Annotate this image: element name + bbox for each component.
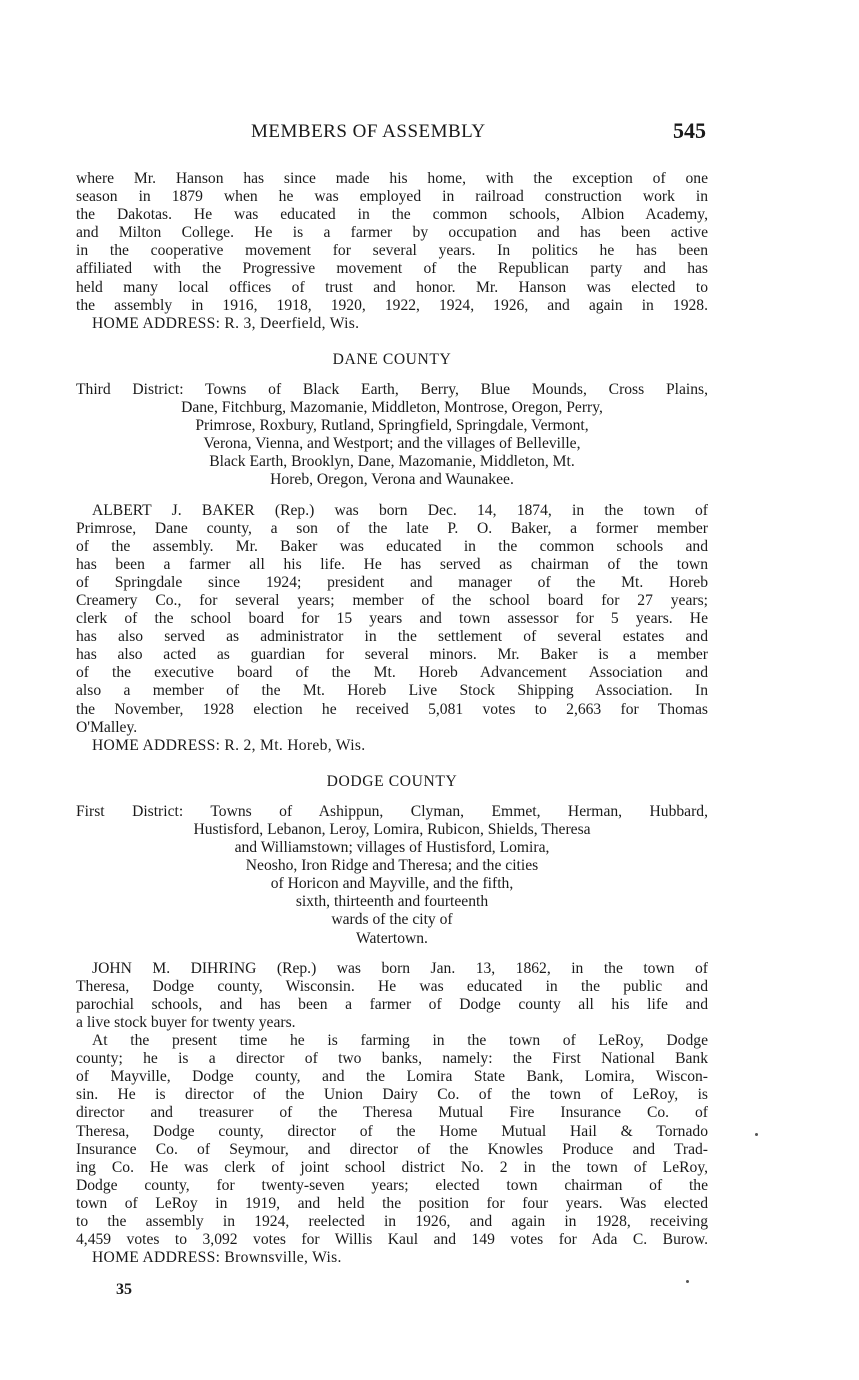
text-line: has also acted as guardian for several minors. Mr. Baker is a member: [76, 646, 708, 664]
home-address: HOME ADDRESS: Brownsville, Wis.: [92, 1249, 342, 1267]
district-line: Black Earth, Brooklyn, Dane, Mazomanie, Middleton, Mt.: [209, 453, 575, 471]
text-line: has been a farmer all his life. He has served as chairman of the town: [76, 555, 708, 573]
text-line: season in 1879 when he was employed in railroad construction work in: [76, 188, 708, 206]
text-line: county; he is a director of two banks, namely: the First National Bank: [76, 1050, 708, 1068]
text-line: affiliated with the Progressive movement of the Republican party and has: [76, 260, 708, 278]
text-line: JOHN M. DIHRING (Rep.) was born Jan. 13, 1862, in the town of: [92, 959, 708, 977]
speck-mark: [755, 1133, 758, 1136]
page-number: 545: [673, 118, 706, 143]
dihring-biography: [76, 960, 708, 1268]
text-line: the assembly in 1916, 1918, 1920, 1922, 1924, 1926, and again in 1928.: [76, 296, 708, 314]
home-address: HOME ADDRESS: R. 3, Deerfield, Wis.: [92, 314, 360, 332]
text-line: O'Malley.: [76, 718, 138, 736]
text-line: Insurance Co. of Seymour, and director of the Knowles Produce and Trad-: [76, 1140, 708, 1158]
text-line: held many local offices of trust and honor. Mr. Hanson was elected to: [76, 278, 708, 296]
text-line: of the executive board of the Mt. Horeb Advancement Association and: [76, 664, 708, 682]
text-line: 4,459 votes to 3,092 votes for Willis Kaul and 149 votes for Ada C. Burow.: [76, 1231, 708, 1249]
text-line: At the present time he is farming in the town of LeRoy, Dodge: [92, 1032, 708, 1050]
text-line: Theresa, Dodge county, director of the Home Mutual Hail & Tornado: [76, 1122, 708, 1140]
text-line: a live stock buyer for twenty years.: [76, 1013, 296, 1031]
hanson-biography: [76, 170, 708, 333]
text-line: Dodge county, for twenty-seven years; elected town chairman of the: [76, 1176, 708, 1194]
text-line: also a member of the Mt. Horeb Live Stock Shipping Association. In: [76, 682, 708, 700]
text-line: of Springdale since 1924; president and manager of the Mt. Horeb: [76, 573, 708, 591]
district-line: and Williamstown; villages of Hustisford, Lomira,: [234, 839, 550, 857]
district-line: sixth, thirteenth and fourteenth: [295, 893, 489, 911]
speck-mark: [686, 1280, 689, 1283]
district-description: [76, 803, 708, 948]
home-address: HOME ADDRESS: R. 2, Mt. Horeb, Wis.: [92, 736, 366, 754]
text-line: ing Co. He was clerk of joint school district No. 2 in the town of LeRoy,: [76, 1158, 708, 1176]
text-line: clerk of the school board for 15 years and town assessor for 5 years. He: [76, 610, 708, 628]
text-line: Primrose, Dane county, a son of the late P. O. Baker, a former member: [76, 519, 708, 537]
text-line: has also served as administrator in the settlement of several estates and: [76, 628, 708, 646]
district-line: wards of the city of: [331, 911, 453, 929]
text-line: director and treasurer of the Theresa Mutual Fire Insurance Co. of: [76, 1104, 708, 1122]
text-line: of the assembly. Mr. Baker was educated in the common schools and: [76, 537, 708, 555]
district-line: Hustisford, Lebanon, Leroy, Lomira, Rubicon, Shields, Theresa: [193, 821, 591, 838]
district-line: Horeb, Oregon, Verona and Waunakee.: [270, 471, 514, 489]
district-line: First District: Towns of Ashippun, Clyman, Emmet, Herman, Hubbard,: [76, 802, 708, 820]
text-line: the Dakotas. He was educated in the common schools, Albion Academy,: [76, 206, 708, 224]
text-line: where Mr. Hanson has since made his home, with the exception of one: [76, 170, 708, 187]
signature-mark: 35: [116, 1281, 132, 1298]
district-line: Verona, Vienna, and Westport; and the villages of Belleville,: [203, 435, 581, 453]
district-line: of Horicon and Mayville, and the fifth,: [270, 875, 514, 893]
district-line: Third District: Towns of Black Earth, Berry, Blue Mounds, Cross Plains,: [76, 380, 708, 398]
text-line: the November, 1928 election he received 5,081 votes to 2,663 for Thomas: [76, 700, 708, 718]
baker-biography: [76, 502, 708, 755]
text-line: Theresa, Dodge county, Wisconsin. He was educated in the public and: [76, 977, 708, 995]
district-line: Watertown.: [356, 929, 428, 947]
district-description: [76, 381, 708, 490]
page-content: [76, 170, 708, 1267]
text-line: in the cooperative movement for several years. In politics he has been: [76, 242, 708, 260]
running-head: MEMBERS OF ASSEMBLY: [251, 121, 486, 142]
text-line: sin. He is director of the Union Dairy Co. of the town of LeRoy, is: [76, 1086, 708, 1104]
county-heading: DODGE COUNTY: [326, 772, 458, 790]
text-line: town of LeRoy in 1919, and held the position for four years. Was elected: [76, 1194, 708, 1212]
district-line: Primrose, Roxbury, Rutland, Springfield, Springdale, Vermont,: [195, 417, 589, 435]
page-header: [76, 118, 708, 146]
text-line: Creamery Co., for several years; member of the school board for 27 years;: [76, 591, 708, 609]
text-line: parochial schools, and has been a farmer of Dodge county all his life and: [76, 995, 708, 1013]
district-line: Neosho, Iron Ridge and Theresa; and the cities: [245, 857, 539, 875]
text-line: to the assembly in 1924, reelected in 1926, and again in 1928, receiving: [76, 1212, 708, 1230]
county-heading: DANE COUNTY: [332, 350, 452, 368]
text-line: of Mayville, Dodge county, and the Lomira State Bank, Lomira, Wiscon-: [76, 1068, 708, 1086]
text-line: ALBERT J. BAKER (Rep.) was born Dec. 14, 1874, in the town of: [92, 501, 708, 519]
district-line: Dane, Fitchburg, Mazomanie, Middleton, Montrose, Oregon, Perry,: [181, 399, 603, 417]
text-line: and Milton College. He is a farmer by occupation and has been active: [76, 224, 708, 242]
